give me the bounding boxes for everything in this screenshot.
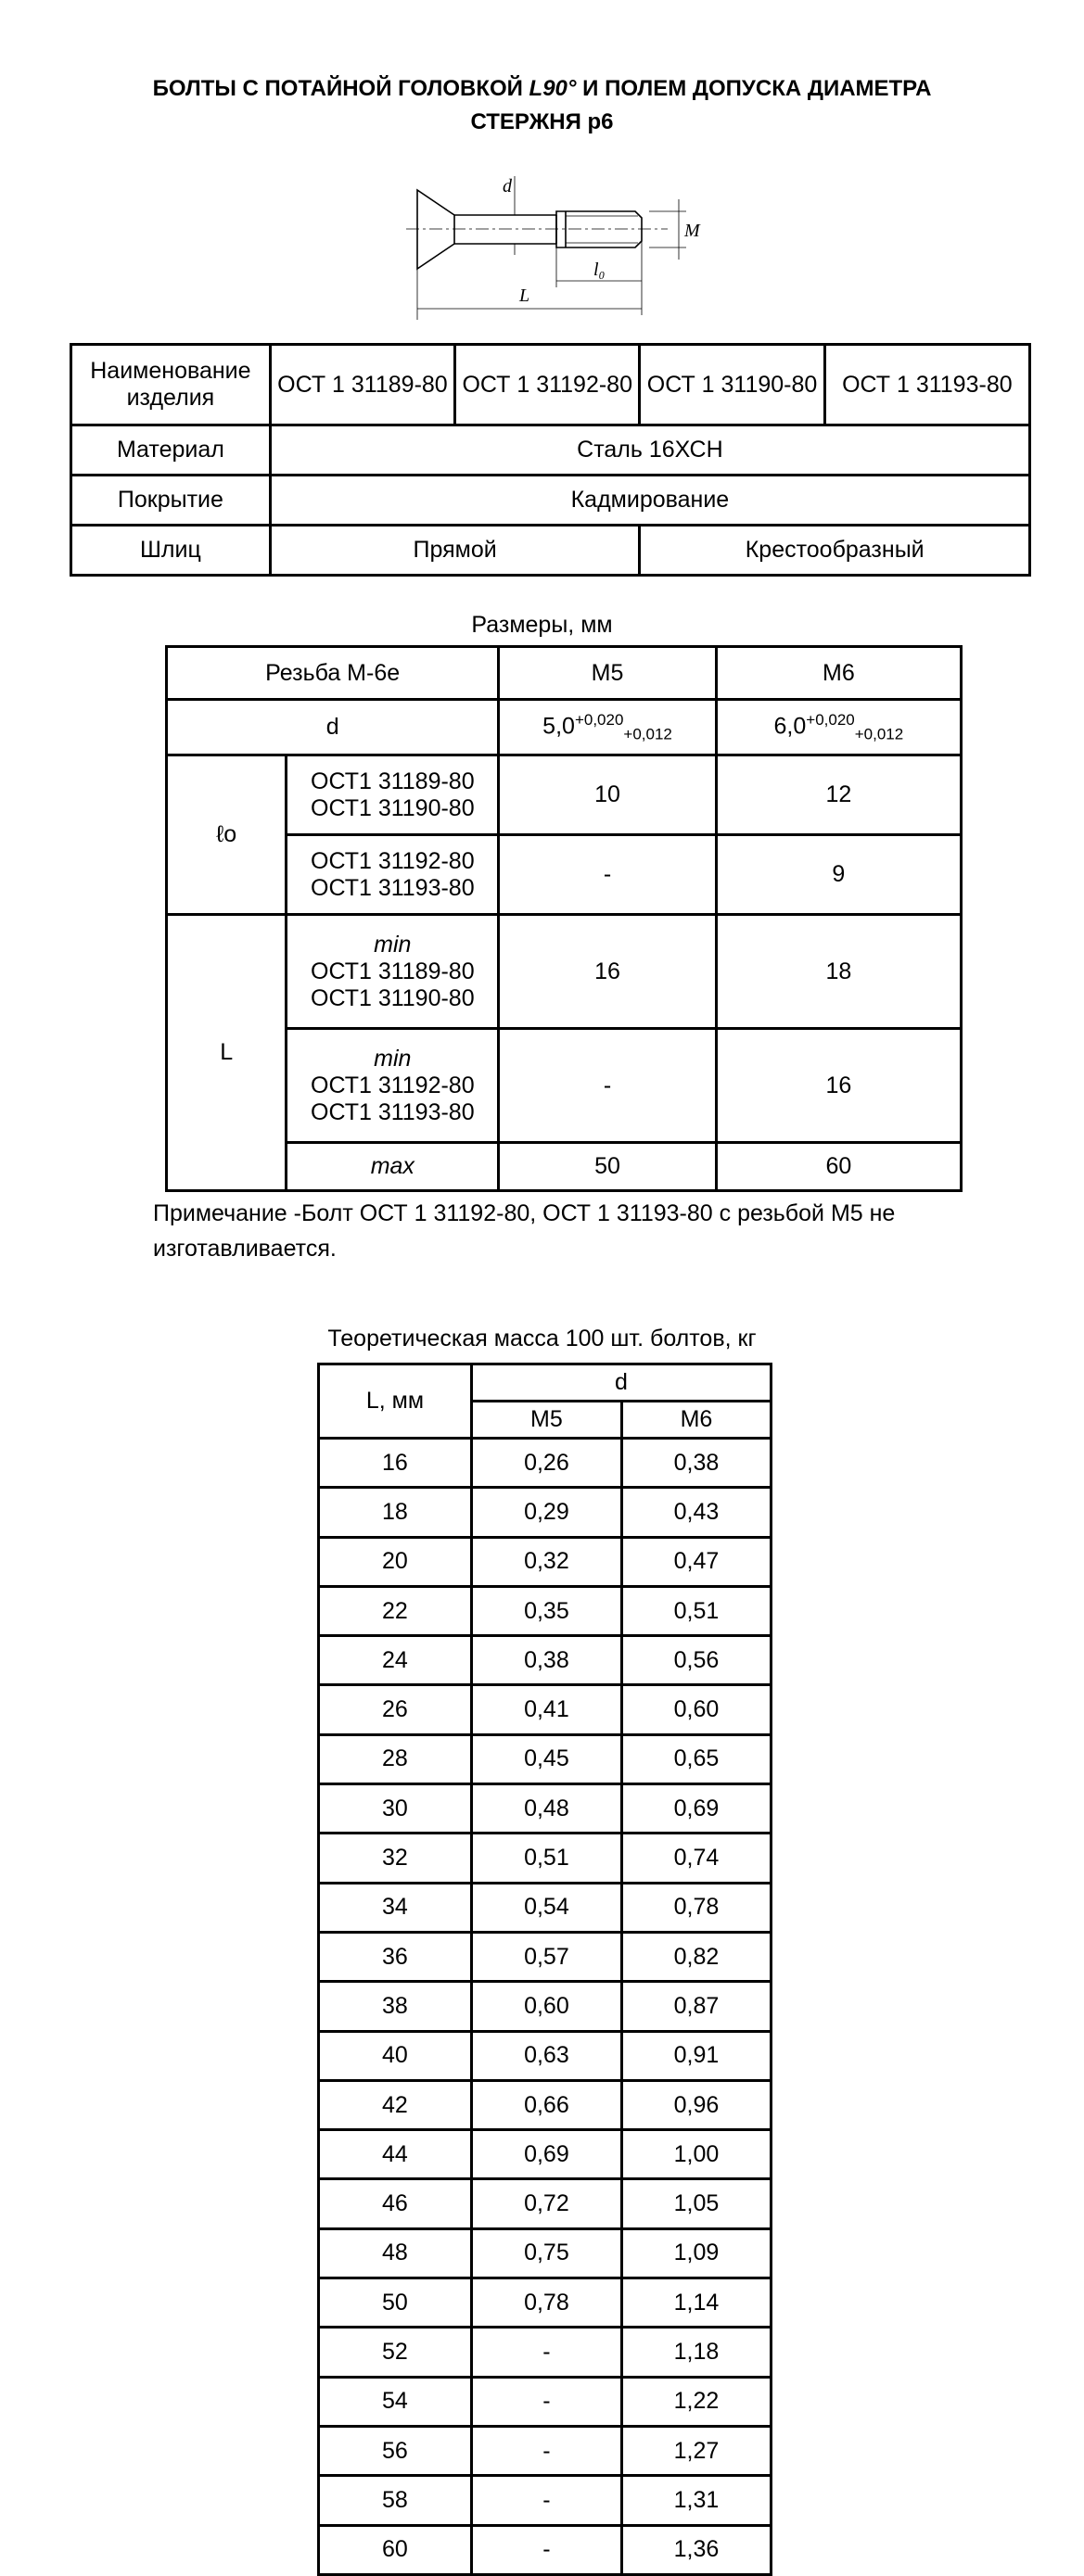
mass-cell-m5: 0,63 — [471, 2031, 621, 2080]
label-m: M — [684, 221, 700, 241]
table-row — [319, 2377, 772, 2426]
mass-caption: Теоретическая масса 100 шт. болтов, кг — [327, 1326, 757, 1351]
product-3: ОСТ 1 31190-80 — [640, 345, 824, 425]
mass-cell-m5: 0,72 — [471, 2179, 621, 2228]
mass-cell-L: 16 — [319, 1439, 472, 1488]
bolt-thread — [556, 211, 642, 247]
mass-cell-L: 46 — [319, 2179, 472, 2228]
table-row — [319, 1932, 772, 1981]
table-row — [319, 2426, 772, 2475]
table-row — [319, 1734, 772, 1783]
mass-cell-m5: 0,51 — [471, 1834, 621, 1883]
mass-cell-m6: 0,74 — [621, 1834, 771, 1883]
mass-cell-m6: 0,56 — [621, 1636, 771, 1685]
table-row — [319, 1586, 772, 1635]
L-row-1-m5: 16 — [499, 915, 716, 1029]
mass-cell-m6: 1,00 — [621, 2130, 771, 2179]
dimensions-table — [165, 645, 963, 1192]
slot-label: Шлиц — [71, 526, 271, 576]
label-d: d — [503, 176, 512, 197]
l0-row-1-m5: 10 — [499, 755, 716, 835]
mass-cell-L: 54 — [319, 2377, 472, 2426]
mass-cell-m6: 0,51 — [621, 1586, 771, 1635]
thread-label: Резьба М-6е — [167, 647, 499, 700]
product-4: ОСТ 1 31193-80 — [824, 345, 1029, 425]
mass-cell-m5: 0,29 — [471, 1488, 621, 1537]
table-row — [319, 2130, 772, 2179]
table-row — [319, 2278, 772, 2328]
label-l: L — [519, 286, 530, 306]
l0-row-1-m6: 12 — [716, 755, 961, 835]
mass-cell-L: 52 — [319, 2328, 472, 2377]
table-row — [319, 1636, 772, 1685]
mass-cell-m5: 0,32 — [471, 1537, 621, 1586]
mass-cell-m6: 0,60 — [621, 1685, 771, 1734]
l0-label: ℓо — [167, 755, 287, 915]
table-row — [319, 2476, 772, 2525]
l0-row-2-std: ОСТ1 31192-80 ОСТ1 31193-80 — [287, 835, 499, 915]
table-row — [319, 1784, 772, 1834]
mass-cell-m6: 1,18 — [621, 2328, 771, 2377]
table-row — [319, 1883, 772, 1932]
mass-cell-m6: 0,69 — [621, 1784, 771, 1834]
col-m5: М5 — [499, 647, 716, 700]
mass-cell-m5: 0,66 — [471, 2080, 621, 2129]
bolt-shank — [454, 215, 556, 244]
mass-cell-m5: - — [471, 2426, 621, 2475]
d-m5: $5,0^{+0,020}_{+0,012}$ — [499, 700, 716, 755]
coating-label: Покрытие — [71, 476, 271, 526]
slot-cross: Крестообразный — [640, 526, 1030, 576]
spec-table — [70, 343, 1031, 577]
mass-cell-m5: 0,45 — [471, 1734, 621, 1783]
mass-cell-m5: 0,41 — [471, 1685, 621, 1734]
bolt-drawing — [389, 171, 705, 329]
d-m6: $6,0^{+0,020}_{+0,012}$ — [716, 700, 961, 755]
max-m6: 60 — [716, 1143, 961, 1191]
mass-cell-m6: 1,09 — [621, 2228, 771, 2278]
table-row — [319, 1537, 772, 1586]
mass-cell-L: 50 — [319, 2278, 472, 2328]
table-row — [319, 1439, 772, 1488]
mass-cell-m5: 0,38 — [471, 1636, 621, 1685]
table-row — [319, 1834, 772, 1883]
mass-cell-L: 56 — [319, 2426, 472, 2475]
mass-cell-L: 60 — [319, 2525, 472, 2574]
mass-cell-m6: 1,05 — [621, 2179, 771, 2228]
mass-cell-m6: 1,36 — [621, 2525, 771, 2574]
table-row — [319, 1685, 772, 1734]
L-row-1-m6: 18 — [716, 915, 961, 1029]
table-row — [319, 2328, 772, 2377]
material-label: Материал — [71, 425, 271, 476]
mass-cell-L: 32 — [319, 1834, 472, 1883]
table-row — [319, 1488, 772, 1537]
d-header: d — [471, 1364, 771, 1402]
mass-cell-L: 44 — [319, 2130, 472, 2179]
L-header: L, мм — [319, 1364, 472, 1439]
mass-cell-m5: - — [471, 2377, 621, 2426]
l0-row-1-std: ОСТ1 31189-80 ОСТ1 31190-80 — [287, 755, 499, 835]
mass-cell-L: 36 — [319, 1932, 472, 1981]
mass-cell-m6: 0,43 — [621, 1488, 771, 1537]
mass-cell-m5: 0,26 — [471, 1439, 621, 1488]
mass-cell-L: 34 — [319, 1883, 472, 1932]
mass-cell-L: 48 — [319, 2228, 472, 2278]
d-label: d — [167, 700, 499, 755]
product-2: ОСТ 1 31192-80 — [455, 345, 640, 425]
mass-cell-m6: 1,27 — [621, 2426, 771, 2475]
mass-cell-L: 38 — [319, 1982, 472, 2031]
mass-cell-m5: 0,75 — [471, 2228, 621, 2278]
mass-cell-m5: 0,78 — [471, 2278, 621, 2328]
mass-cell-L: 26 — [319, 1685, 472, 1734]
L-label: L — [167, 915, 287, 1191]
L-row-2-std: min ОСТ1 31192-80 ОСТ1 31193-80 — [287, 1029, 499, 1143]
mass-cell-m6: 0,47 — [621, 1537, 771, 1586]
mass-cell-L: 40 — [319, 2031, 472, 2080]
L-row-2-m6: 16 — [716, 1029, 961, 1143]
table-row — [319, 2525, 772, 2574]
m5-header: М5 — [471, 1402, 621, 1439]
L-row-2-m5: - — [499, 1029, 716, 1143]
mass-cell-m6: 1,31 — [621, 2476, 771, 2525]
table-row — [319, 1982, 772, 2031]
mass-table — [317, 1363, 772, 2576]
slot-straight: Прямой — [270, 526, 640, 576]
mass-cell-m5: 0,54 — [471, 1883, 621, 1932]
product-1: ОСТ 1 31189-80 — [270, 345, 454, 425]
mass-cell-m6: 1,22 — [621, 2377, 771, 2426]
col-m6: М6 — [716, 647, 961, 700]
mass-cell-m6: 1,14 — [621, 2278, 771, 2328]
table-row — [319, 2179, 772, 2228]
mass-cell-L: 22 — [319, 1586, 472, 1635]
mass-cell-m6: 0,78 — [621, 1883, 771, 1932]
table-row — [319, 2080, 772, 2129]
mass-cell-m6: 0,96 — [621, 2080, 771, 2129]
note: Примечание -Болт ОСТ 1 31192-80, ОСТ 1 31193-80 с резьбой М5 не изготавливается. — [153, 1200, 896, 1262]
mass-cell-m5: 0,60 — [471, 1982, 621, 2031]
mass-cell-m6: 0,91 — [621, 2031, 771, 2080]
mass-cell-m6: 0,82 — [621, 1932, 771, 1981]
mass-cell-m5: 0,35 — [471, 1586, 621, 1635]
mass-cell-m6: 0,65 — [621, 1734, 771, 1783]
mass-cell-L: 20 — [319, 1537, 472, 1586]
name-label: Наименование изделия — [71, 345, 271, 425]
mass-cell-L: 28 — [319, 1734, 472, 1783]
max-label: max — [287, 1143, 499, 1191]
l0-row-2-m5: - — [499, 835, 716, 915]
l0-row-2-m6: 9 — [716, 835, 961, 915]
m6-header: М6 — [621, 1402, 771, 1439]
mass-cell-L: 58 — [319, 2476, 472, 2525]
mass-cell-m5: - — [471, 2525, 621, 2574]
max-m5: 50 — [499, 1143, 716, 1191]
mass-cell-L: 18 — [319, 1488, 472, 1537]
bolt-head — [417, 190, 454, 269]
mass-cell-m6: 0,87 — [621, 1982, 771, 2031]
mass-cell-m5: 0,48 — [471, 1784, 621, 1834]
mass-cell-m5: - — [471, 2328, 621, 2377]
L-row-1-std: min ОСТ1 31189-80 ОСТ1 31190-80 — [287, 915, 499, 1029]
table-row — [319, 2031, 772, 2080]
page-title: БОЛТЫ С ПОТАЙНОЙ ГОЛОВКОЙ L90° И ПОЛЕМ ДОПУСКА ДИАМЕТРА — [152, 76, 932, 101]
mass-cell-m5: - — [471, 2476, 621, 2525]
mass-cell-m6: 0,38 — [621, 1439, 771, 1488]
label-l0: l₀ — [593, 260, 606, 280]
dimensions-caption: Размеры, мм — [471, 612, 613, 638]
mass-cell-m5: 0,69 — [471, 2130, 621, 2179]
mass-cell-L: 30 — [319, 1784, 472, 1834]
material-value: Сталь 16ХСН — [270, 425, 1029, 476]
coating-value: Кадмирование — [270, 476, 1029, 526]
mass-cell-m5: 0,57 — [471, 1932, 621, 1981]
table-row — [319, 2228, 772, 2278]
mass-cell-L: 42 — [319, 2080, 472, 2129]
page-subtitle: СТЕРЖНЯ р6 — [470, 109, 614, 134]
mass-cell-L: 24 — [319, 1636, 472, 1685]
